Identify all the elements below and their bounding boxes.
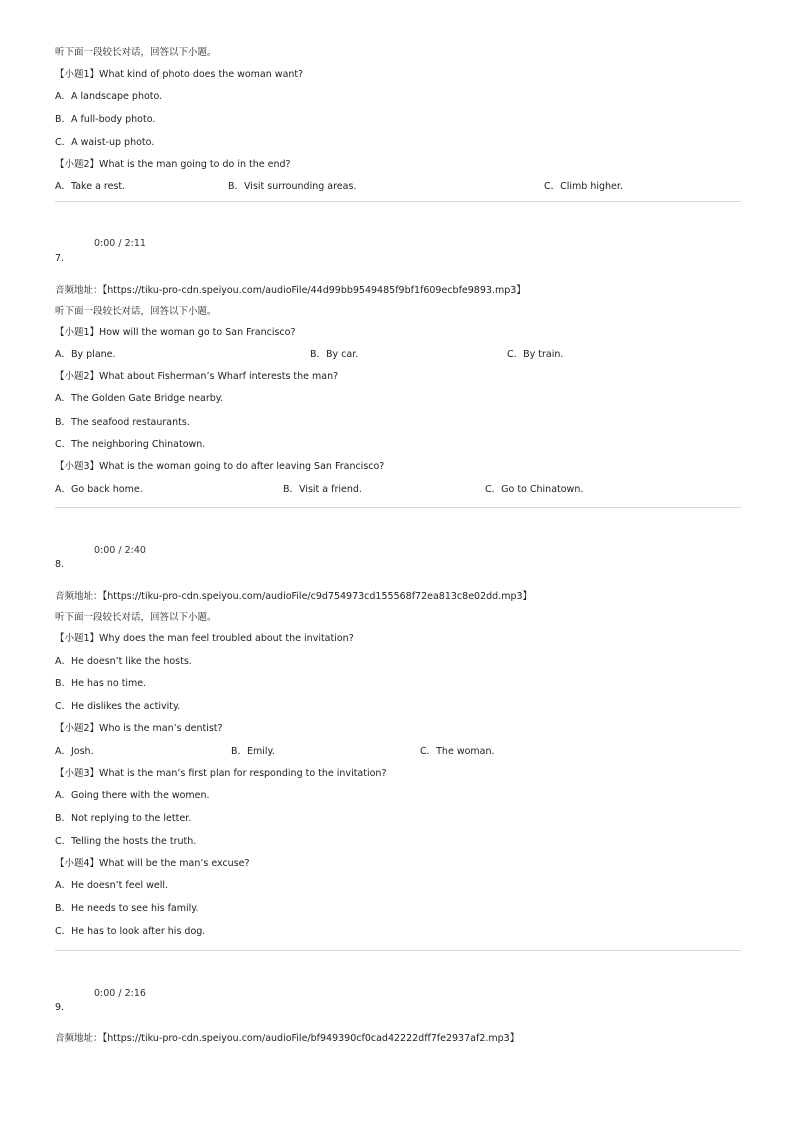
q6-sub1-option-c[interactable]: C．A waist-up photo. (55, 137, 155, 148)
q7-sub1-prompt: 【小题1】How will the woman go to San Francisco? (55, 327, 296, 338)
q8-instruction: 听下面一段较长对话，回答以下小题。 (55, 612, 217, 623)
divider (55, 507, 741, 508)
q7-sub3-option-b[interactable]: B．Visit a friend. (283, 484, 362, 495)
q6-sub1-option-a[interactable]: A．A landscape photo. (55, 91, 163, 102)
q8-sub3-prompt: 【小题3】What is the man’s first plan for responding to the invitation? (55, 768, 387, 779)
q7-sub1-option-c[interactable]: C．By train. (507, 349, 564, 360)
q7-sub3-option-a[interactable]: A．Go back home. (55, 484, 143, 495)
q8-sub3-option-c[interactable]: C．Telling the hosts the truth. (55, 836, 197, 847)
q6-sub1-option-b[interactable]: B．A full-body photo. (55, 114, 156, 125)
q8-sub4-option-a[interactable]: A．He doesn’t feel well. (55, 880, 169, 891)
q7-sub2-option-a[interactable]: A．The Golden Gate Bridge nearby. (55, 393, 224, 404)
q6-sub2-prompt: 【小题2】What is the man going to do in the end? (55, 159, 291, 170)
q6-sub2-option-a[interactable]: A．Take a rest. (55, 181, 126, 192)
divider (55, 950, 741, 951)
q7-sub3-prompt: 【小题3】What is the woman going to do after leaving San Francisco? (55, 461, 385, 472)
audio-player-time[interactable]: 0:00 / 2:40 (94, 545, 146, 556)
q8-sub3-option-b[interactable]: B．Not replying to the letter. (55, 813, 192, 824)
audio-url: 音频地址：【https://tiku-pro-cdn.speiyou.com/audioFile/bf949390cf0cad42222dff7fe2937af2.mp3】 (55, 1033, 520, 1044)
q7-sub1-option-b[interactable]: B．By car. (310, 349, 359, 360)
question-number: 7. (55, 253, 65, 264)
q8-sub4-prompt: 【小题4】What will be the man’s excuse? (55, 858, 250, 869)
q7-sub2-option-b[interactable]: B．The seafood restaurants. (55, 417, 190, 428)
audio-url: 音频地址：【https://tiku-pro-cdn.speiyou.com/audioFile/44d99bb9549485f9bf1f609ecbfe9893.mp3】 (55, 285, 526, 296)
q7-sub1-option-a[interactable]: A．By plane. (55, 349, 116, 360)
q8-sub1-option-a[interactable]: A．He doesn’t like the hosts. (55, 656, 192, 667)
q8-sub1-prompt: 【小题1】Why does the man feel troubled about the invitation? (55, 633, 354, 644)
q8-sub2-option-c[interactable]: C．The woman. (420, 746, 495, 757)
question-number: 8. (55, 559, 65, 570)
q7-sub3-option-c[interactable]: C．Go to Chinatown. (485, 484, 584, 495)
divider (55, 201, 741, 202)
audio-player-time[interactable]: 0:00 / 2:16 (94, 988, 146, 999)
audio-player-time[interactable]: 0:00 / 2:11 (94, 238, 146, 249)
q6-sub1-prompt: 【小题1】What kind of photo does the woman want? (55, 69, 304, 80)
q8-sub2-prompt: 【小题2】Who is the man’s dentist? (55, 723, 223, 734)
q7-instruction: 听下面一段较长对话，回答以下小题。 (55, 306, 217, 317)
q8-sub1-option-b[interactable]: B．He has no time. (55, 678, 147, 689)
q8-sub4-option-c[interactable]: C．He has to look after his dog. (55, 926, 206, 937)
q7-sub2-prompt: 【小题2】What about Fisherman’s Wharf interests the man? (55, 371, 339, 382)
q6-sub2-option-c[interactable]: C．Climb higher. (544, 181, 623, 192)
q8-sub4-option-b[interactable]: B．He needs to see his family. (55, 903, 199, 914)
q8-sub1-option-c[interactable]: C．He dislikes the activity. (55, 701, 181, 712)
q6-instruction: 听下面一段较长对话，回答以下小题。 (55, 47, 217, 58)
audio-url: 音频地址：【https://tiku-pro-cdn.speiyou.com/audioFile/c9d754973cd155568f72ea813c8e02dd.mp3】 (55, 591, 533, 602)
q7-sub2-option-c[interactable]: C．The neighboring Chinatown. (55, 439, 206, 450)
q8-sub2-option-b[interactable]: B．Emily. (231, 746, 275, 757)
q6-sub2-option-b[interactable]: B．Visit surrounding areas. (228, 181, 357, 192)
q8-sub3-option-a[interactable]: A．Going there with the women. (55, 790, 210, 801)
question-number: 9. (55, 1002, 65, 1013)
q8-sub2-option-a[interactable]: A．Josh. (55, 746, 94, 757)
